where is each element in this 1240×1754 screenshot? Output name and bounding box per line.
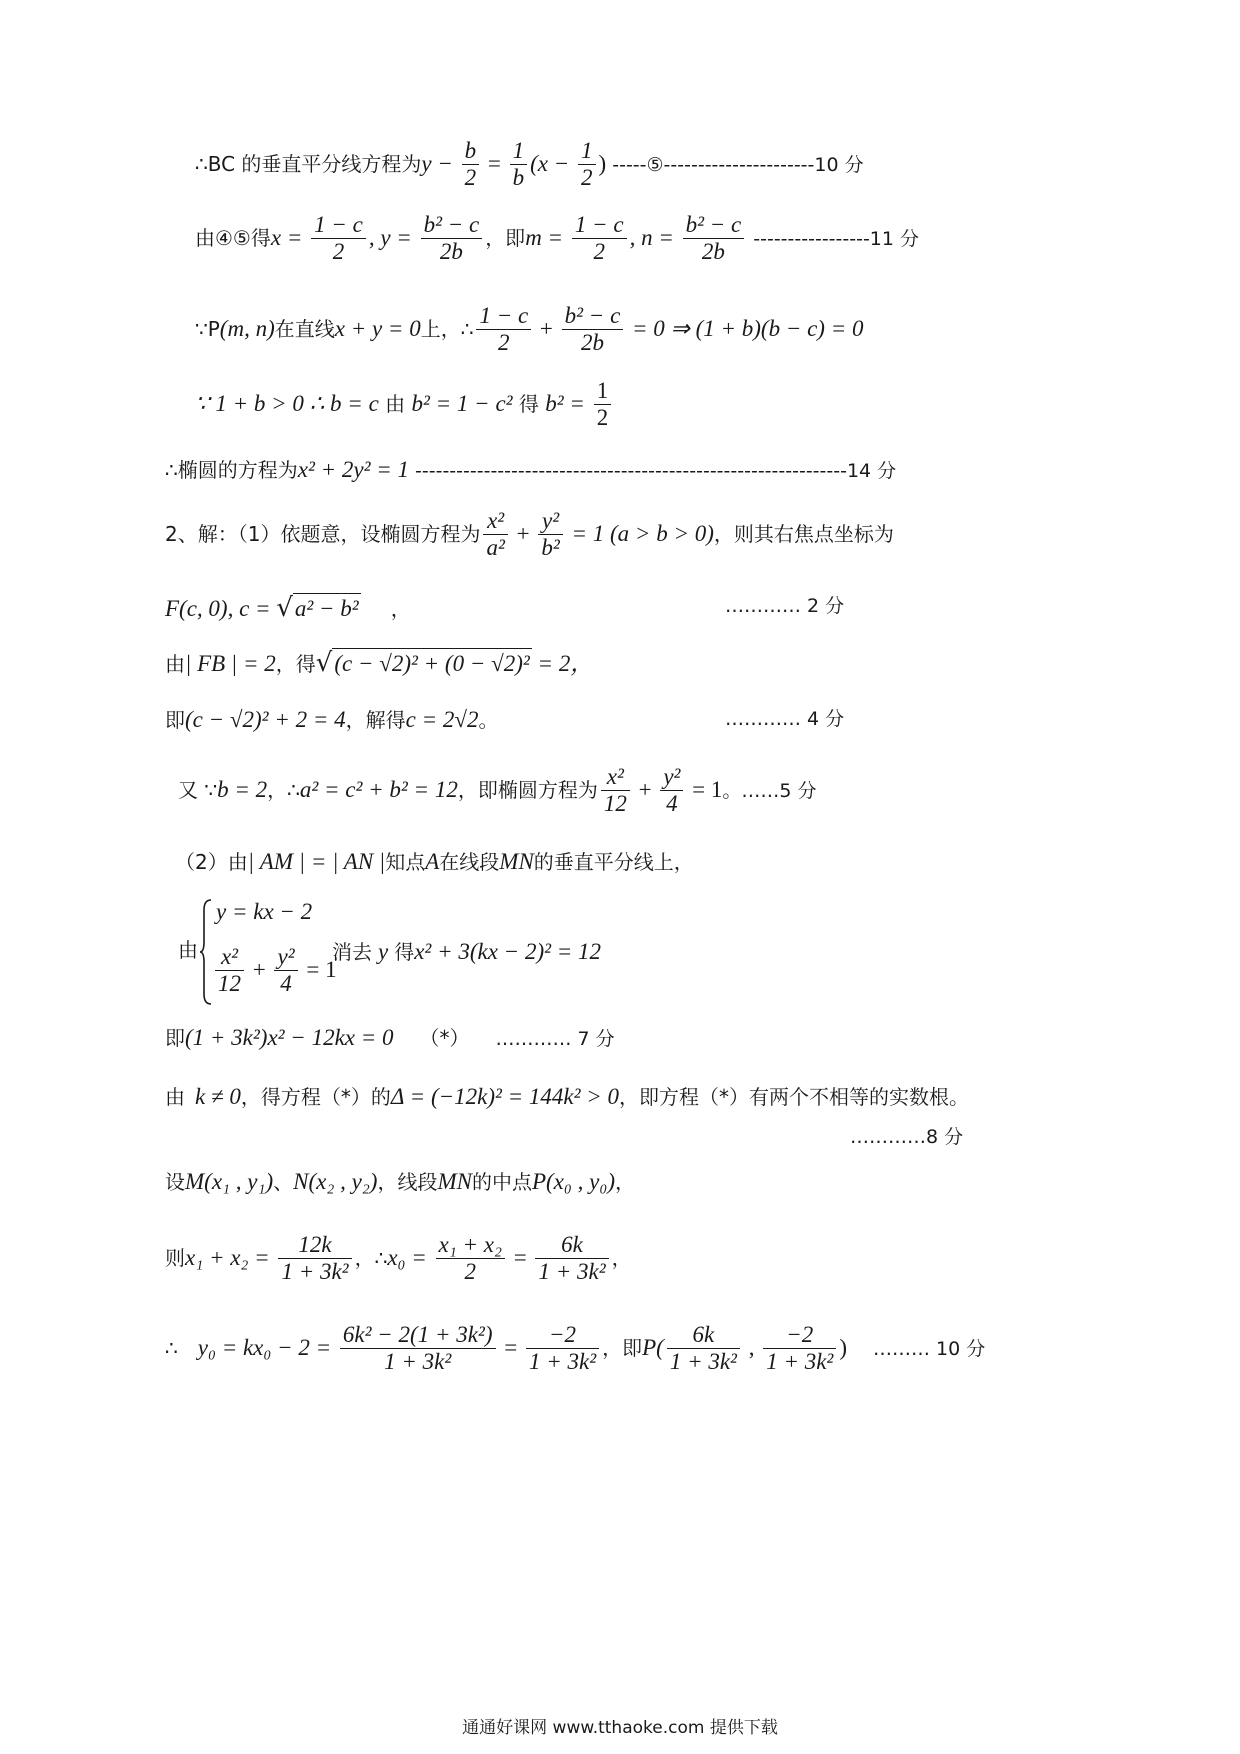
text: 在线段 [439, 850, 500, 874]
line-define-points [165, 1170, 635, 1194]
math: MN [437, 1169, 472, 1194]
footer-text: 通通好课网 www.tthaoke.com 提供下载 [462, 1718, 778, 1738]
fraction [538, 508, 562, 562]
text: ∴ [165, 1335, 178, 1360]
text: ，即椭圆方程为 [457, 777, 598, 802]
fraction [572, 212, 627, 266]
math: b = 2 [217, 776, 268, 802]
text: ，即 [602, 1335, 643, 1360]
math: = [482, 150, 507, 176]
fraction [667, 1322, 740, 1376]
denominator: 1 + 3k² [340, 1348, 496, 1375]
score-marker: ………… 7 分 [495, 1028, 615, 1050]
denominator: 2b [421, 238, 483, 265]
denominator: 2 [572, 238, 627, 265]
numerator: 1 − c [574, 212, 624, 237]
fraction [340, 1322, 496, 1376]
fraction [562, 303, 624, 357]
math: (1 + 3k²)x² − 12kx = 0 [185, 1025, 394, 1050]
denominator: 12 [215, 970, 244, 997]
denominator: 1 + 3k² [278, 1258, 351, 1285]
text: 消去 [332, 940, 372, 964]
numerator: −2 [786, 1322, 814, 1347]
line-ellipse-result [165, 458, 896, 482]
fraction [510, 138, 528, 192]
score-marker: ---------------------------------------------------------------14 分 [408, 460, 897, 482]
math: = 1 [300, 956, 337, 982]
math: | AM | = | AN | [247, 849, 386, 874]
numerator: x² [220, 944, 239, 969]
line-problem-2-intro [165, 508, 894, 562]
numerator: y² [277, 944, 295, 969]
text: 由④⑤得 [195, 225, 271, 250]
fraction [578, 138, 596, 192]
line-midpoint-x [165, 1232, 632, 1286]
denominator: b [510, 164, 528, 191]
math: (c − √2)² + 2 = 4 [185, 707, 346, 732]
denominator: 1 + 3k² [763, 1348, 836, 1375]
denominator: 2 [578, 164, 596, 191]
math: (x − [530, 150, 576, 176]
math: x = [270, 224, 309, 250]
math: + [510, 520, 536, 546]
math: m = [525, 224, 569, 250]
numerator: −2 [549, 1322, 577, 1347]
line-solve-m-n [195, 212, 919, 266]
numerator: 1 [512, 138, 525, 163]
text: 知点 [385, 850, 426, 874]
line-midpoint-y [165, 1322, 985, 1376]
fraction [215, 944, 244, 998]
line-on-line [195, 303, 863, 357]
numerator: x² [487, 508, 505, 533]
score-marker: -----⑤----------------------10 分 [606, 153, 864, 176]
fraction [526, 1322, 599, 1376]
text: 又 ∵ [178, 777, 218, 802]
text: 的垂直平分线上， [533, 850, 694, 874]
math: x₀ = [387, 1244, 433, 1270]
math: a² − b² [293, 593, 361, 621]
fraction [763, 1322, 836, 1376]
math: b² = [545, 390, 591, 416]
text: ，线段 [377, 1170, 438, 1194]
math: (m, n) [219, 315, 275, 341]
math: P( [642, 1334, 664, 1360]
fraction [660, 764, 683, 818]
math: ) [598, 150, 607, 176]
numerator: 6k [692, 1322, 715, 1347]
text: 、 [273, 1170, 294, 1194]
text: ∵P [195, 316, 220, 341]
denominator: 12 [601, 790, 630, 817]
math: y − [421, 150, 459, 176]
line-eliminate-y [332, 940, 601, 964]
score-marker: ……… 10 分 [873, 1337, 986, 1360]
text: ， [611, 1245, 632, 1270]
line-fb-distance [165, 650, 593, 676]
math: = 2， [531, 651, 594, 676]
math: = 0 ⇒ (1 + b)(b − c) = 0 [626, 315, 864, 341]
math: y [378, 939, 389, 964]
numerator: b [464, 138, 477, 163]
math: A [425, 849, 440, 874]
text: ，∴ [354, 1245, 388, 1270]
math: + [534, 315, 559, 341]
denominator: 2b [562, 329, 624, 356]
text: （*） [419, 1026, 470, 1050]
text: 由 [378, 391, 412, 416]
numerator: x² [606, 764, 624, 789]
text: 由 [178, 938, 198, 962]
line-quadratic [165, 1026, 615, 1050]
denominator: a² [483, 534, 507, 561]
math: b² = 1 − c² [411, 390, 513, 416]
text: ，则其右焦点坐标为 [713, 521, 894, 546]
math: P(x₀ , y₀) [531, 1169, 615, 1194]
math: = 1 [686, 776, 723, 802]
math: + [247, 956, 272, 982]
left-brace-icon [199, 898, 213, 1006]
text: 即 [165, 708, 185, 732]
line-focus [165, 595, 411, 621]
math: Δ = (−12k)² = 144k² > 0 [390, 1084, 620, 1109]
fraction [683, 212, 745, 266]
math: y₀ = kx₀ − 2 = [197, 1334, 337, 1360]
score-marker: ………… 4 分 [725, 708, 845, 730]
line-bc-bisector [195, 138, 864, 192]
math: (c − √2)² + (0 − √2)² [332, 648, 531, 676]
denominator: 2b [683, 238, 745, 265]
line-part-2 [175, 850, 694, 874]
text: 则 [165, 1245, 185, 1270]
math: M(x₁ , y₁) [185, 1169, 274, 1194]
denominator: 2 [311, 238, 366, 265]
system-row-2 [212, 944, 337, 998]
math: + [632, 776, 658, 802]
numerator: 12k [298, 1232, 332, 1257]
system-row-1: y = kx − 2 [216, 899, 313, 924]
math: x² + 2y² = 1 [297, 457, 409, 482]
math: = [498, 1334, 523, 1360]
denominator: 1 + 3k² [535, 1258, 608, 1285]
fraction [311, 212, 366, 266]
numerator: 1 − c [314, 212, 363, 237]
numerator: 1 [581, 138, 593, 163]
numerator: 6k [561, 1232, 583, 1257]
denominator: 4 [274, 970, 297, 997]
text: 由 [165, 1085, 185, 1109]
sqrt-icon: √ [315, 648, 333, 678]
numerator: x₁ + x₂ [438, 1232, 502, 1257]
text: ，解得 [345, 708, 406, 732]
text: ，得 [275, 652, 316, 676]
math: , y = [368, 224, 418, 250]
text: ∴椭圆的方程为 [165, 458, 298, 482]
math: x + y = 0 [334, 315, 421, 341]
math: N(x₂ , y₂) [293, 1169, 378, 1194]
text: 。 [478, 708, 499, 732]
denominator: 4 [660, 790, 683, 817]
text: ，得方程（*）的 [240, 1085, 391, 1109]
score-marker: -----------------11 分 [747, 227, 920, 250]
fraction [483, 508, 507, 562]
text: ∴BC 的垂直平分线方程为 [195, 151, 422, 176]
score-marker: …………8 分 [850, 1126, 964, 1148]
text: 上，∴ [420, 316, 474, 341]
math: = 1 (a > b > 0) [565, 520, 714, 546]
numerator: y² [663, 764, 681, 789]
text: 得 [512, 391, 546, 416]
math: = [507, 1244, 533, 1270]
numerator: 6k² − 2(1 + 3k²) [342, 1322, 493, 1347]
text: 由 [165, 652, 185, 676]
numerator: 1 [596, 378, 609, 403]
text: 即 [165, 1026, 185, 1050]
fraction [462, 138, 480, 192]
math: ) [839, 1334, 847, 1360]
denominator: 1 + 3k² [526, 1348, 599, 1375]
fraction [274, 944, 297, 998]
text: 在直线 [274, 316, 335, 341]
fraction [601, 764, 630, 818]
text: ，∴ [267, 777, 300, 802]
text: （2）由 [175, 850, 248, 874]
denominator: 2 [476, 329, 531, 356]
denominator: 2 [462, 164, 480, 191]
fraction [535, 1232, 608, 1286]
math: F(c, 0), c = [165, 596, 277, 621]
math: c = 2√2 [405, 707, 479, 732]
numerator: b² − c [685, 212, 742, 237]
numerator: 1 − c [479, 303, 529, 328]
line-ellipse-equation [178, 764, 817, 818]
numerator: b² − c [423, 212, 480, 237]
line-b-equals-c [195, 378, 614, 432]
denominator: b² [538, 534, 562, 561]
text: ，即方程（*）有两个不相等的实数根。 [619, 1085, 970, 1109]
math: a² = c² + b² = 12 [299, 776, 458, 802]
math: MN [499, 849, 534, 874]
numerator: y² [541, 508, 560, 533]
score-marker: 。……5 分 [722, 779, 817, 802]
text: ，即 [485, 225, 526, 250]
math: x₁ + x₂ = [185, 1244, 276, 1270]
text: ， [390, 597, 411, 621]
text: 2、解：（1）依题意，设椭圆方程为 [165, 521, 481, 546]
fraction [421, 212, 483, 266]
fraction [476, 303, 531, 357]
denominator: 2 [436, 1258, 505, 1285]
math: ∵ 1 + b > 0 ∴ b = c [195, 390, 379, 416]
text: 的中点 [471, 1170, 532, 1194]
text: 设 [165, 1170, 185, 1194]
math: | FB | = 2 [185, 651, 276, 676]
fraction [436, 1232, 505, 1286]
numerator: b² − c [564, 303, 621, 328]
text: 得 [394, 940, 415, 964]
fraction [594, 378, 612, 432]
sqrt-icon: √ [276, 593, 293, 623]
text: ， [615, 1170, 635, 1194]
math: k ≠ 0 [195, 1084, 241, 1109]
line-discriminant [165, 1085, 969, 1109]
math: , [742, 1334, 761, 1360]
math: x² + 3(kx − 2)² = 12 [414, 939, 602, 964]
score-marker: ………… 2 分 [725, 595, 845, 617]
denominator: 2 [594, 404, 612, 431]
fraction [278, 1232, 351, 1286]
line-solve-c [165, 708, 498, 732]
math: , n = [629, 224, 680, 250]
denominator: 1 + 3k² [667, 1348, 740, 1375]
